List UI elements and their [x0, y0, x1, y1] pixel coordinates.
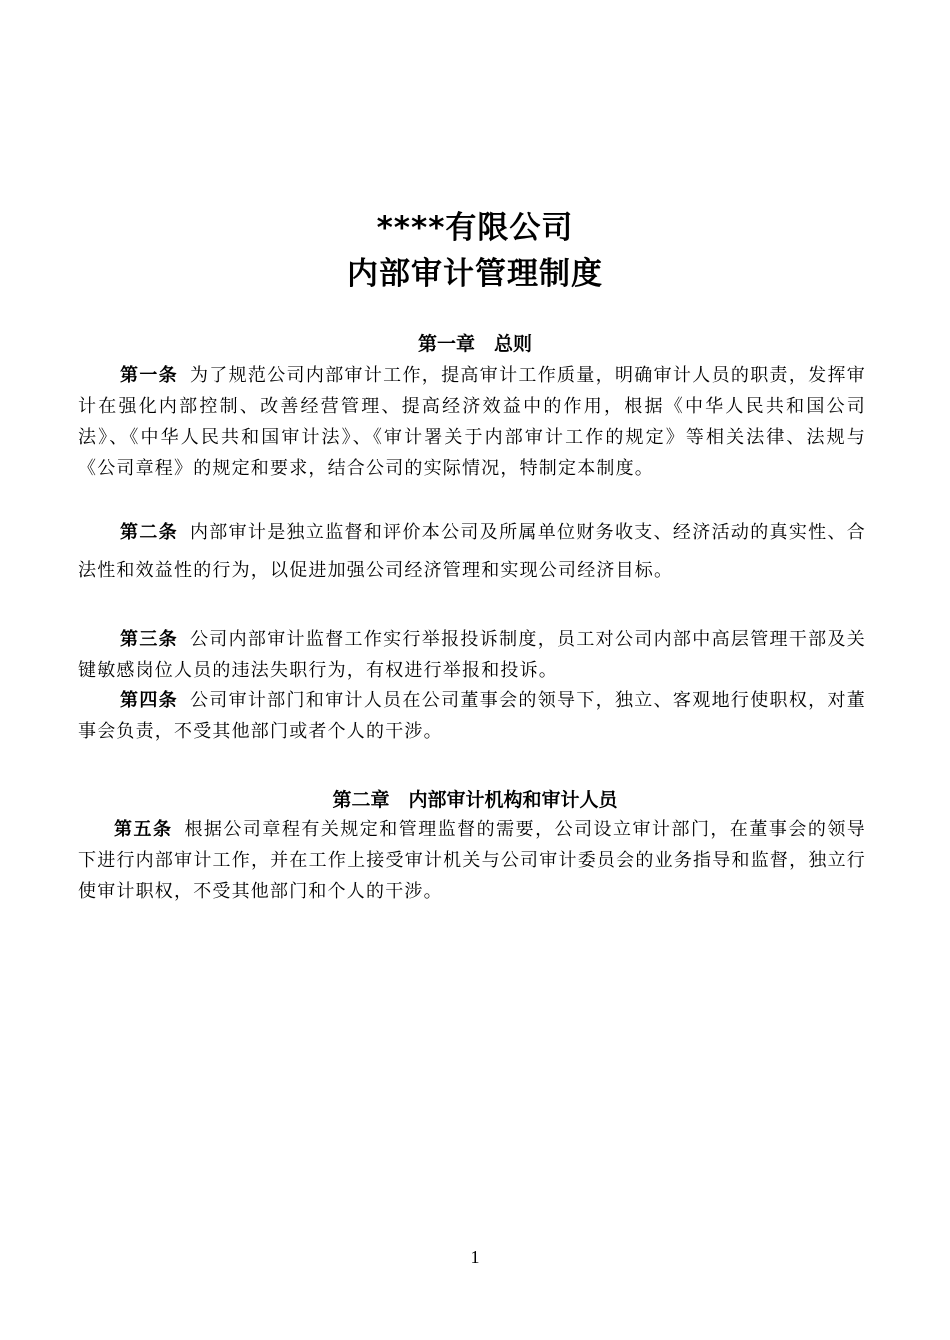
article-3 — [78, 624, 866, 686]
article-text: 公司内部审计监督工作实行举报投诉制度，员工对公司内部中高层管理干部及关键敏感岗位人员的违法失职行为，有权进行举报和投诉。 — [78, 629, 866, 681]
chapter-heading-2: 第二章 内部审计机构和审计人员 — [332, 789, 618, 811]
article-1 — [78, 360, 866, 484]
article-4 — [78, 685, 866, 747]
article-label: 第二条 — [120, 522, 178, 543]
chapter-heading-1: 第一章 总则 — [417, 333, 532, 355]
article-2 — [78, 514, 866, 590]
page-number: 1 — [470, 1247, 480, 1267]
article-label: 第三条 — [120, 629, 178, 650]
regulation-title: 内部审计管理制度 — [347, 256, 603, 292]
article-label: 第四条 — [120, 690, 178, 711]
article-label: 第五条 — [114, 819, 173, 840]
article-5 — [78, 814, 866, 907]
document-title — [0, 205, 950, 297]
article-label: 第一条 — [120, 365, 178, 386]
article-text: 内部审计是独立监督和评价本公司及所属单位财务收支、经济活动的真实性、合法性和效益性的行为，以促进加强公司经济管理和实现公司经济目标。 — [78, 522, 866, 581]
article-text: 为了规范公司内部审计工作，提高审计工作质量，明确审计人员的职责，发挥审计在强化内部控制、改善经营管理、提高经济效益中的作用，根据《中华人民共和国公司法》、《中华人民共和国审计法》、《审计署关于内部审计工作的规定》等相关法律、法规与《公司章程》的规定和要求，结合公司的实际情况，特制定本制度。 — [78, 365, 866, 479]
article-text: 根据公司章程有关规定和管理监督的需要，公司设立审计部门，在董事会的领导下进行内部审计工作，并在工作上接受审计机关与公司审计委员会的业务指导和监督，独立行使审计职权，不受其他部门和个人的干涉。 — [78, 819, 866, 902]
article-text: 公司审计部门和审计人员在公司董事会的领导下，独立、客观地行使职权，对董事会负责，不受其他部门或者个人的干涉。 — [78, 690, 866, 742]
company-name: ****有限公司 — [376, 210, 574, 246]
